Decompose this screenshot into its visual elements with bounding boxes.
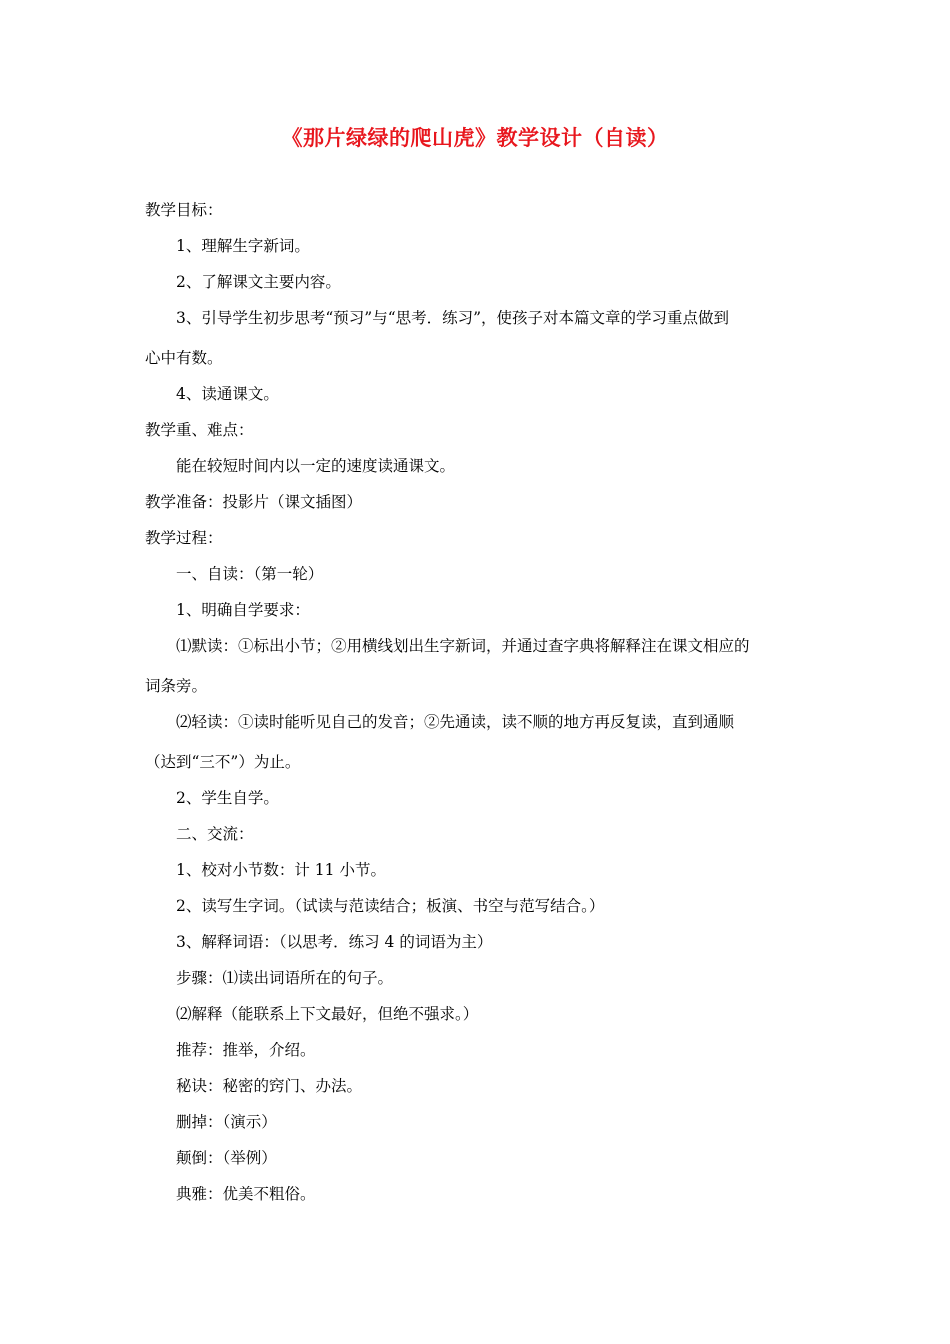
steps-line-1: 步骤：⑴读出词语所在的句子。 (176, 969, 394, 987)
section-heading-objectives: 教学目标： (145, 201, 223, 219)
key-points-text: 能在较短时间内以一定的速度读通课文。 (176, 457, 456, 475)
vocab-dianya: 典雅：优美不粗俗。 (176, 1185, 316, 1203)
vocab-diandao: 颠倒：（举例） (176, 1149, 277, 1167)
process-step-2: 2、学生自学。 (176, 789, 279, 807)
document-title: 《那片绿绿的爬山虎》教学设计（自读） (281, 125, 669, 150)
section-heading-process: 教学过程： (145, 529, 223, 547)
objective-item-3: 3、引导学生初步思考“预习”与“思考．练习”，使孩子对本篇文章的学习重点做到 (176, 309, 730, 327)
vocab-mijue: 秘诀：秘密的窍门、办法。 (176, 1077, 363, 1095)
section-heading-preparation: 教学准备：投影片（课文插图） (145, 493, 363, 511)
vocab-shandiao: 删掉：（演示） (176, 1113, 277, 1131)
light-reading-instruction: ⑵轻读：①读时能听见自己的发音；②先通读，读不顺的地方再反复读，直到通顺 (176, 713, 735, 731)
process-part-two-heading: 二、交流： (176, 825, 254, 843)
objective-item-4: 4、读通课文。 (176, 385, 279, 403)
objective-item-1: 1、理解生字新词。 (176, 237, 310, 255)
section-heading-key-points: 教学重、难点： (145, 421, 254, 439)
process-step-1: 1、明确自学要求： (176, 601, 310, 619)
exchange-step-3: 3、解释词语：（以思考．练习 4 的词语为主） (176, 933, 493, 951)
exchange-step-1: 1、校对小节数：计 11 小节。 (176, 861, 386, 879)
objective-item-3-continued: 心中有数。 (145, 349, 223, 367)
silent-reading-instruction-continued: 词条旁。 (145, 677, 208, 695)
exchange-step-2: 2、读写生字词。（试读与范读结合；板演、书空与范写结合。） (176, 897, 605, 915)
silent-reading-instruction: ⑴默读：①标出小节；②用横线划出生字新词，并通过查字典将解释注在课文相应的 (176, 637, 750, 655)
process-part-one-heading: 一、自读：（第一轮） (176, 565, 324, 583)
light-reading-instruction-continued: （达到“三不”）为止。 (145, 753, 301, 771)
objective-item-2: 2、了解课文主要内容。 (176, 273, 341, 291)
steps-line-2: ⑵解释（能联系上下文最好，但绝不强求。） (176, 1005, 479, 1023)
vocab-tuijian: 推荐：推举，介绍。 (176, 1041, 316, 1059)
